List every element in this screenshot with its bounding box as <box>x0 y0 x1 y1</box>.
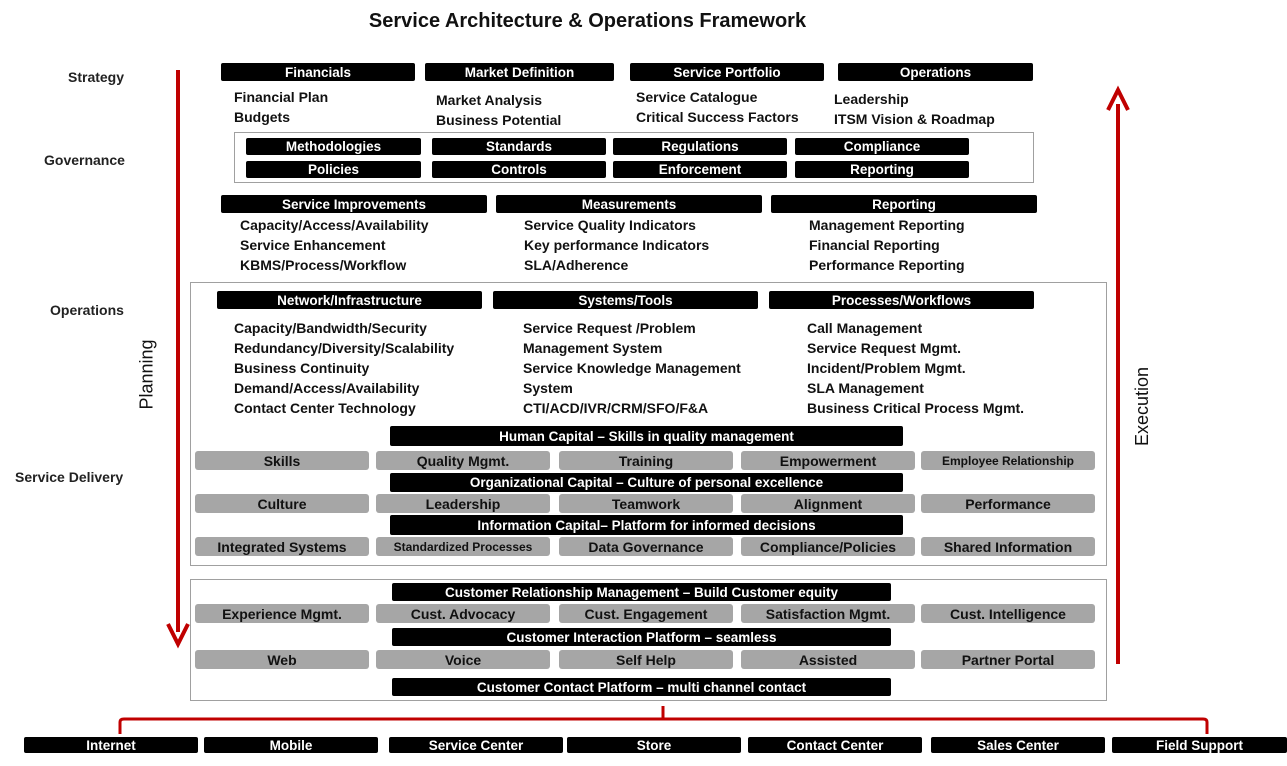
operations-item: CTI/ACD/IVR/CRM/SFO/F&A <box>523 400 709 416</box>
customer-item[interactable]: Self Help <box>559 650 733 669</box>
operations-item: Service Knowledge Management <box>523 360 741 376</box>
governance-item: Reporting <box>795 161 969 178</box>
governance-item: Compliance <box>795 138 969 155</box>
customer-item[interactable]: Partner Portal <box>921 650 1095 669</box>
planning-arrow <box>168 70 188 644</box>
strategy-item: Financial Plan <box>234 89 329 105</box>
operations-header: Reporting <box>771 195 1037 213</box>
customer-header: Customer Relationship Management – Build Customer equity <box>392 583 891 601</box>
capital-header: Information Capital– Platform for informed decisions <box>390 515 903 535</box>
operations-header: Service Improvements <box>221 195 487 213</box>
channel-item[interactable]: Internet <box>24 737 198 753</box>
operations-item: System <box>523 380 573 396</box>
governance-item: Policies <box>246 161 421 178</box>
capital-item[interactable]: Performance <box>921 494 1095 513</box>
channel-item[interactable]: Service Center <box>389 737 563 753</box>
operations-item: Performance Reporting <box>809 257 965 273</box>
operations-item: Service Enhancement <box>240 237 386 253</box>
customer-item[interactable]: Cust. Engagement <box>559 604 733 623</box>
planning-label: Planning <box>136 339 157 410</box>
channel-item[interactable]: Field Support <box>1112 737 1287 753</box>
layer-label: Operations <box>50 302 124 318</box>
capital-header: Human Capital – Skills in quality management <box>390 426 903 446</box>
customer-item[interactable]: Experience Mgmt. <box>195 604 369 623</box>
capital-item[interactable]: Leadership <box>376 494 550 513</box>
operations-item: Service Quality Indicators <box>524 217 696 233</box>
capital-item[interactable]: Teamwork <box>559 494 733 513</box>
operations-item: SLA Management <box>807 380 924 396</box>
operations-header: Measurements <box>496 195 762 213</box>
operations-header: Systems/Tools <box>493 291 758 309</box>
execution-label: Execution <box>1132 366 1152 447</box>
customer-item[interactable]: Cust. Advocacy <box>376 604 550 623</box>
channel-item[interactable]: Store <box>567 737 741 753</box>
capital-item[interactable]: Alignment <box>741 494 915 513</box>
governance-item: Methodologies <box>246 138 421 155</box>
governance-item: Controls <box>432 161 606 178</box>
capital-item[interactable]: Shared Information <box>921 537 1095 556</box>
operations-item: Financial Reporting <box>809 237 940 253</box>
capital-item[interactable]: Compliance/Policies <box>741 537 915 556</box>
strategy-item: Service Catalogue <box>636 89 758 105</box>
operations-item: Capacity/Bandwidth/Security <box>234 320 427 336</box>
operations-header: Processes/Workflows <box>769 291 1034 309</box>
operations-item: Service Request /Problem <box>523 320 696 336</box>
capital-item[interactable]: Culture <box>195 494 369 513</box>
channel-bracket <box>120 706 1207 734</box>
operations-item: Contact Center Technology <box>234 400 416 416</box>
operations-item: Management System <box>523 340 663 356</box>
channel-item[interactable]: Mobile <box>204 737 378 753</box>
strategy-item: Critical Success Factors <box>636 109 799 125</box>
operations-item: SLA/Adherence <box>524 257 629 273</box>
capital-header: Organizational Capital – Culture of personal excellence <box>390 473 903 492</box>
operations-item: Key performance Indicators <box>524 237 710 253</box>
governance-item: Standards <box>432 138 606 155</box>
page-title: Service Architecture & Operations Framework <box>368 10 807 32</box>
strategy-item: Leadership <box>834 91 909 107</box>
capital-item[interactable]: Quality Mgmt. <box>376 451 550 470</box>
operations-item: Call Management <box>807 320 923 336</box>
strategy-header: Market Definition <box>425 63 614 81</box>
capital-item[interactable]: Training <box>559 451 733 470</box>
customer-item[interactable]: Voice <box>376 650 550 669</box>
governance-item: Enforcement <box>613 161 787 178</box>
layer-label: Governance <box>44 152 125 168</box>
strategy-header: Operations <box>838 63 1033 81</box>
strategy-item: Market Analysis <box>436 92 543 108</box>
channel-item[interactable]: Sales Center <box>931 737 1105 753</box>
execution-arrow <box>1108 90 1128 664</box>
customer-header: Customer Interaction Platform – seamless <box>392 628 891 646</box>
capital-item[interactable]: Data Governance <box>559 537 733 556</box>
governance-item: Regulations <box>613 138 787 155</box>
capital-item[interactable]: Standardized Processes <box>376 537 550 556</box>
operations-header: Network/Infrastructure <box>217 291 482 309</box>
strategy-item: Business Potential <box>436 112 562 128</box>
capital-item[interactable]: Employee Relationship <box>921 451 1095 470</box>
capital-item[interactable]: Integrated Systems <box>195 537 369 556</box>
layer-label: Strategy <box>68 69 125 85</box>
operations-item: Incident/Problem Mgmt. <box>807 360 966 376</box>
channel-item[interactable]: Contact Center <box>748 737 922 753</box>
operations-item: Redundancy/Diversity/Scalability <box>234 340 455 356</box>
operations-item: KBMS/Process/Workflow <box>240 257 407 273</box>
customer-item[interactable]: Assisted <box>741 650 915 669</box>
capital-item[interactable]: Skills <box>195 451 369 470</box>
strategy-header: Service Portfolio <box>630 63 824 81</box>
operations-item: Service Request Mgmt. <box>807 340 962 356</box>
operations-item: Management Reporting <box>809 217 965 233</box>
customer-item[interactable]: Cust. Intelligence <box>921 604 1095 623</box>
customer-item[interactable]: Web <box>195 650 369 669</box>
operations-item: Business Critical Process Mgmt. <box>807 400 1025 416</box>
customer-header: Customer Contact Platform – multi channel contact <box>392 678 891 696</box>
strategy-item: Budgets <box>234 109 290 125</box>
strategy-item: ITSM Vision & Roadmap <box>834 111 995 127</box>
strategy-header: Financials <box>221 63 415 81</box>
operations-item: Capacity/Access/Availability <box>240 217 429 233</box>
operations-item: Business Continuity <box>234 360 370 376</box>
operations-item: Demand/Access/Availability <box>234 380 420 396</box>
capital-item[interactable]: Empowerment <box>741 451 915 470</box>
layer-label: Service Delivery <box>15 469 124 485</box>
customer-item[interactable]: Satisfaction Mgmt. <box>741 604 915 623</box>
